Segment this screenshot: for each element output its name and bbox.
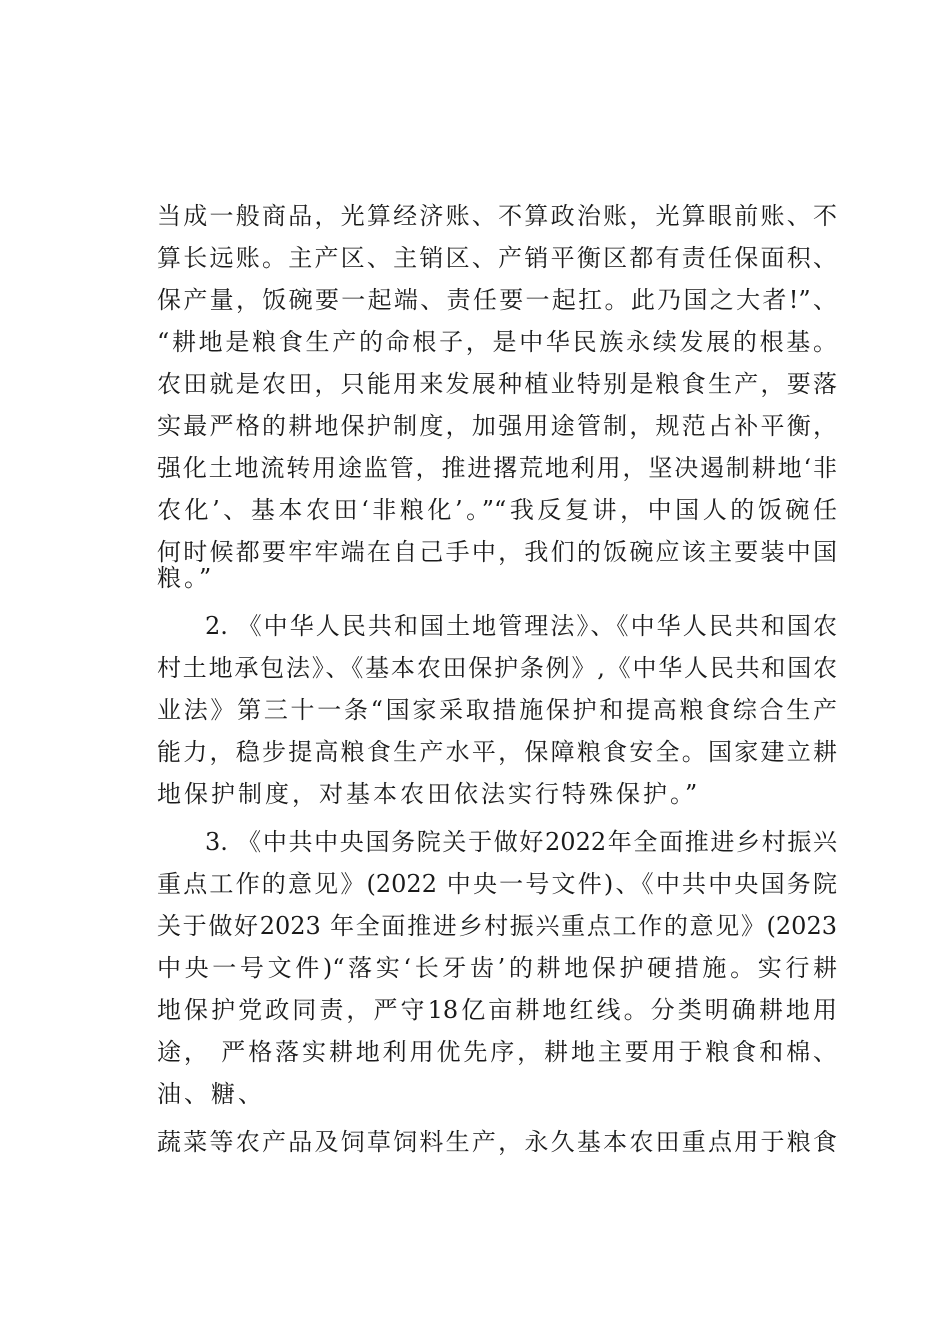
paragraph-3-first-line: 3. 《中共中央国务院关于做好2022年全面推进乡村振兴: [205, 828, 837, 856]
text-line: 村土地承包法》、《基本农田保护条例》,《中华人民共和国农: [157, 654, 837, 682]
text-line: 地保护制度，对基本农田依法实行特殊保护。”: [157, 780, 701, 808]
text-line: 何时候都要牢牢端在自己手中，我们的饭碗应该主要装中国: [157, 538, 837, 566]
text-line: “耕地是粮食生产的命根子，是中华民族永续发展的根基。: [157, 328, 837, 356]
text-line: 粮。”: [157, 564, 215, 592]
text-line: 地保护党政同责，严守18亿亩耕地红线。分类明确耕地用: [157, 996, 837, 1024]
text-line: 保产量，饭碗要一起端、责任要一起扛。此乃国之大者!”、: [157, 286, 837, 314]
text-line: 当成一般商品，光算经济账、不算政治账，光算眼前账、不: [157, 202, 837, 230]
paragraph-2-first-line: 2. 《中华人民共和国土地管理法》、《中华人民共和国农: [205, 612, 837, 640]
text-line: 途， 严格落实耕地利用优先序，耕地主要用于粮食和棉、: [157, 1038, 837, 1066]
text-line: 业法》第三十一条“国家采取措施保护和提高粮食综合生产: [157, 696, 837, 724]
text-line: 实最严格的耕地保护制度，加强用途管制，规范占补平衡，: [157, 412, 837, 440]
text-line: 油、糖、: [157, 1080, 265, 1108]
text-line: 重点工作的意见》(2022 中央一号文件)、《中共中央国务院: [157, 870, 837, 898]
text-line: 能力，稳步提高粮食生产水平，保障粮食安全。国家建立耕: [157, 738, 837, 766]
text-line: 农化’、基本农田‘非粮化’。”“我反复讲，中国人的饭碗任: [157, 496, 837, 524]
text-line: 算长远账。主产区、主销区、产销平衡区都有责任保面积、: [157, 244, 837, 272]
text-line: 中央一号文件)“落实‘长牙齿’的耕地保护硬措施。实行耕: [157, 954, 837, 982]
text-line: 蔬菜等农产品及饲草饲料生产，永久基本农田重点用于粮食: [157, 1128, 837, 1156]
text-line: 强化土地流转用途监管，推进撂荒地利用，坚决遏制耕地‘非: [157, 454, 837, 482]
text-line: 农田就是农田，只能用来发展种植业特别是粮食生产，要落: [157, 370, 837, 398]
text-line: 关于做好2023 年全面推进乡村振兴重点工作的意见》(2023: [157, 912, 837, 940]
